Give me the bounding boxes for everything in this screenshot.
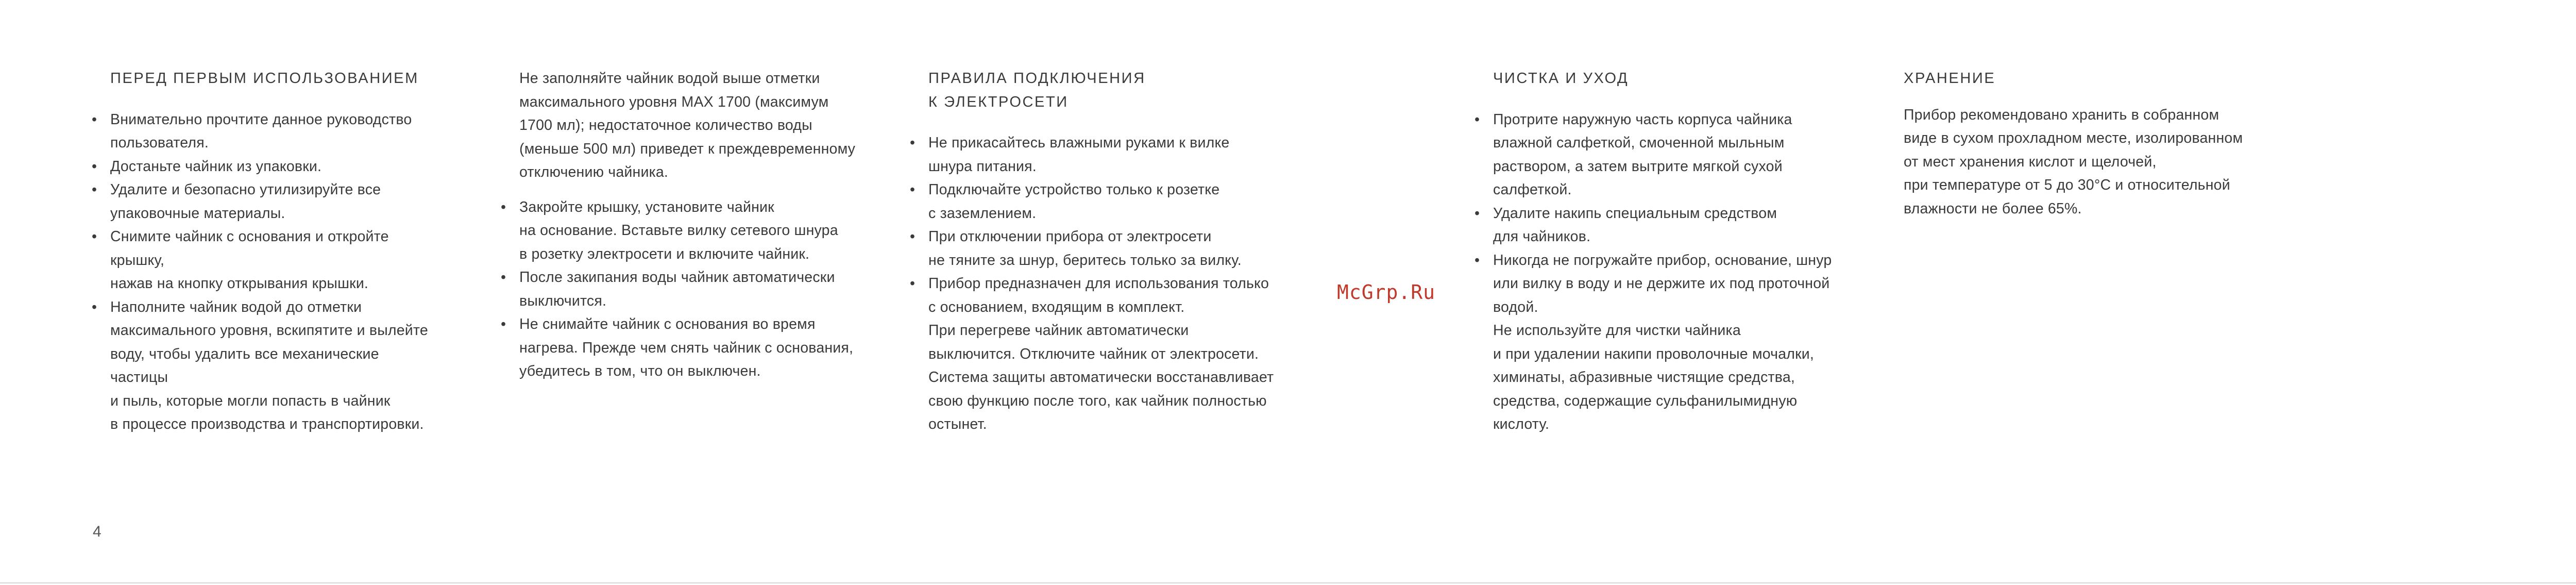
section-heading: ПРАВИЛА ПОДКЛЮЧЕНИЯ К ЭЛЕКТРОСЕТИ — [928, 70, 1146, 110]
section-cleaning — [1493, 67, 1854, 437]
list-item: • Внимательно прочтите данное руководство пользователя. — [110, 108, 440, 155]
list-item: • Прибор предназначен для использования только с основанием, входящим в комплект. — [928, 272, 1289, 319]
list-item: • Не снимайте чайник с основания во время нагрева. Прежде чем снять чайник с основания, убедитесь в том, что он выключен. — [519, 313, 875, 383]
list-item: • Не прикасайтесь влажными руками к вилке шнура питания. — [928, 131, 1289, 178]
list-item: • После закипания воды чайник автоматически выключится. — [519, 266, 875, 313]
section-heading: ЧИСТКА И УХОД — [1493, 70, 1629, 87]
list-item: • Никогда не погружайте прибор, основание, шнур или вилку в воду и не держите их под проточной водой. — [1493, 249, 1854, 320]
list-item: • Закройте крышку, установите чайник на основание. Вставьте вилку сетевого шнура в розетку электросети и включите чайник. — [519, 196, 875, 266]
bullet-list — [110, 108, 440, 437]
section-storage — [1904, 67, 2264, 221]
list-item: • Подключайте устройство только к розетке с заземлением. — [928, 178, 1289, 225]
paragraph: Не используйте для чистки чайника и при удалении накипи проволочные мочалки, химинаты, абразивные чистящие средства, средства, содержащие сульфанилымидную кислоту. — [1493, 322, 1815, 432]
section-heading: ХРАНЕНИЕ — [1904, 70, 1996, 87]
list-item: • Снимите чайник с основания и откройте крышку, нажав на кнопку открывания крышки. — [110, 225, 440, 296]
paragraph: Прибор рекомендовано хранить в собранном виде в сухом прохладном месте, изолированном от мест хранения кислот и щелочей, при температуре от 5 до 30°C и относительной влажности не более 65%. — [1904, 106, 2243, 217]
watermark-text: McGrp.Ru — [1337, 281, 1436, 304]
paragraph: Не заполняйте чайник водой выше отметки максимального уровня MAX 1700 (максимум 1700 мл); недостаточное количество воды (меньше 500 мл) приведет к преждевременному отключению чайника. — [519, 70, 856, 180]
bullet-list — [1493, 108, 1854, 320]
list-item: • Достаньте чайник из упаковки. — [110, 155, 440, 179]
list-item: • Удалите и безопасно утилизируйте все упаковочные материалы. — [110, 178, 440, 225]
bullet-list — [928, 131, 1289, 319]
section-heading: ПЕРЕД ПЕРВЫМ ИСПОЛЬЗОВАНИЕМ — [110, 70, 419, 87]
section-first-use — [110, 67, 440, 437]
section-filling — [519, 67, 875, 383]
page-number-left: 4 — [93, 523, 101, 540]
list-item: • Протрите наружную часть корпуса чайника влажной салфеткой, смоченной мыльным раствором, а затем вытрите мягкой сухой салфеткой. — [1493, 108, 1854, 202]
paragraph: При перегреве чайник автоматически выключится. Отключите чайник от электросети. Система защиты автоматически восстанавливает свою функцию после того, как чайник полностью остынет. — [928, 322, 1274, 432]
bullet-list — [519, 196, 875, 383]
list-item: • Удалите накипь специальным средством для чайников. — [1493, 202, 1854, 249]
section-connection — [928, 67, 1289, 437]
list-item: • Наполните чайник водой до отметки максимального уровня, вскипятите и вылейте воду, чтобы удалить все механические частицы и пыль, которые могли попасть в чайник в процессе производства и транспортировки. — [110, 296, 440, 437]
bottom-divider — [0, 582, 2576, 583]
list-item: • При отключении прибора от электросети не тяните за шнур, беритесь только за вилку. — [928, 225, 1289, 272]
